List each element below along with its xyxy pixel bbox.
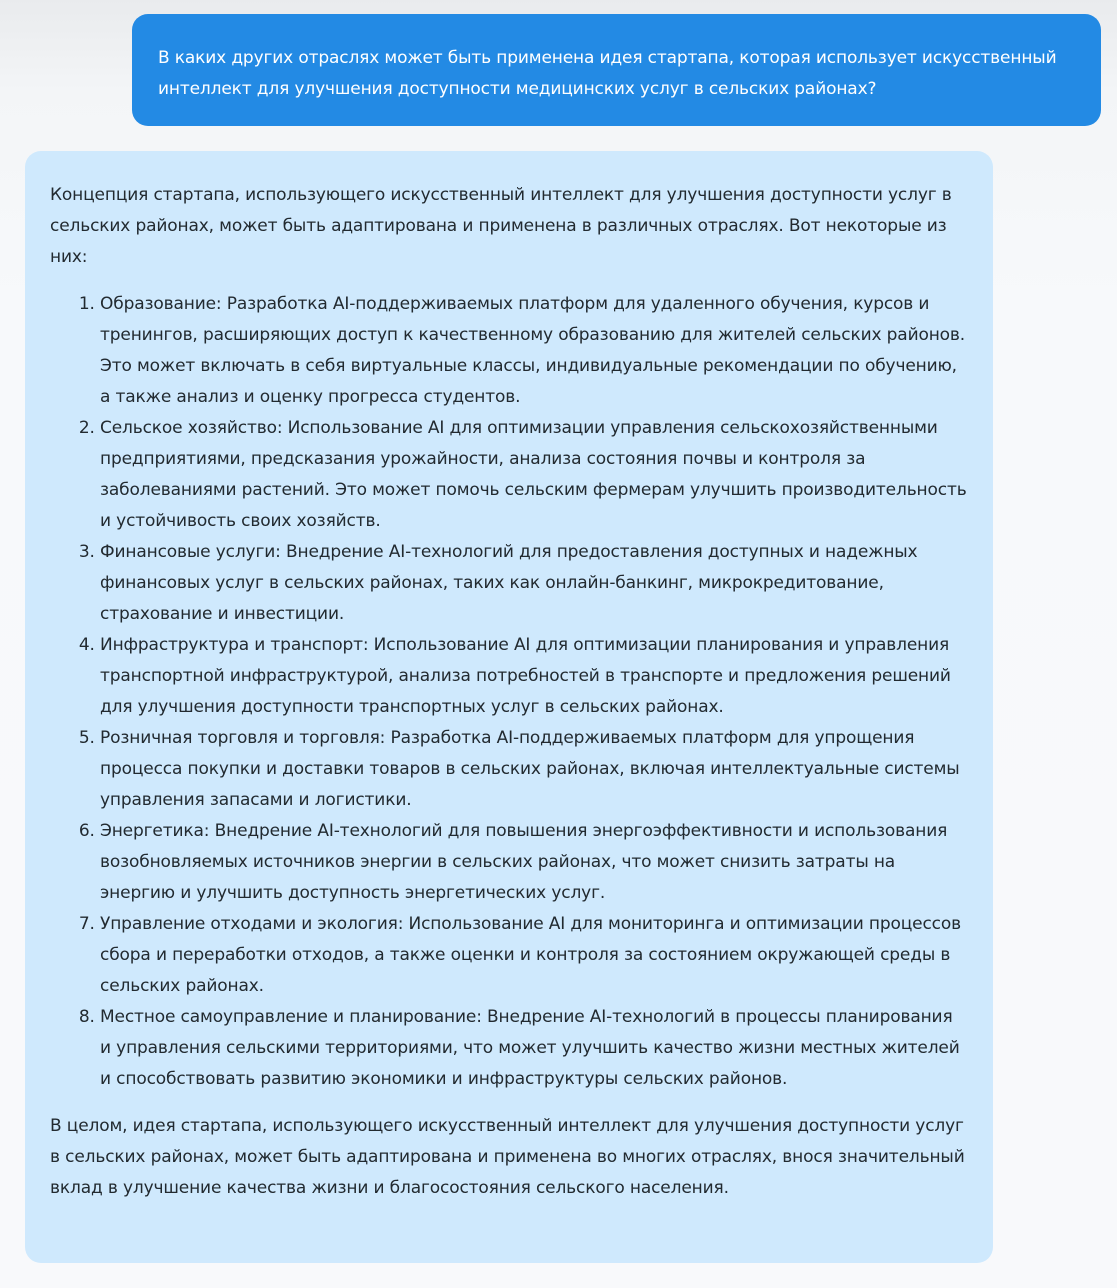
list-item: 3. Финансовые услуги: Внедрение AI-технологий для предоставления доступных и надежных финансовых услуг в сельских районах, таких как онлайн-банкинг, микрокредитование, страхование и инвестиции. [100, 537, 968, 630]
list-item: 8. Местное самоуправление и планирование: Внедрение AI-технологий в процессы планирования и управления сельскими территориями, что может улучшить качество жизни местных жителей и способствовать развитию экономики и инфраструктуры сельских районов. [100, 1002, 968, 1095]
list-item: 5. Розничная торговля и торговля: Разработка AI-поддерживаемых платформ для упрощения процесса покупки и доставки товаров в сельских районах, включая интеллектуальные системы управления запасами и логистики. [100, 723, 968, 816]
list-item: 4. Инфраструктура и транспорт: Использование AI для оптимизации планирования и управления транспортной инфраструктурой, анализа потребностей в транспорте и предложения решений для улучшения доступности транспортных услуг в сельских районах. [100, 630, 968, 723]
assistant-conclusion: В целом, идея стартапа, использующего искусственный интеллект для улучшения доступности услуг в сельских районах, может быть адаптирована и применена во многих отраслях, внося значительный вклад в улучшение качества жизни и благосостояния сельского населения. [50, 1116, 965, 1198]
user-message-bubble [132, 14, 1101, 126]
assistant-message-bubble [25, 151, 993, 1263]
list-item: 7. Управление отходами и экология: Использование AI для мониторинга и оптимизации процессов сбора и переработки отходов, а также оценки и контроля за состоянием окружающей среды в сельских районах. [100, 909, 968, 1002]
industries-list [50, 289, 968, 1095]
list-item: 2. Сельское хозяйство: Использование AI для оптимизации управления сельскохозяйственными предприятиями, предсказания урожайности, анализа состояния почвы и контроля за заболеваниями растений. Это может помочь сельским фермерам улучшить производительность и устойчивость своих хозяйств. [100, 413, 968, 537]
list-item: 1. Образование: Разработка AI-поддерживаемых платформ для удаленного обучения, курсов и тренингов, расширяющих доступ к качественному образованию для жителей сельских районов. Это может включать в себя виртуальные классы, индивидуальные рекомендации по обучению, а также анализ и оценку прогресса студентов. [100, 289, 968, 413]
user-message-text: В каких других отраслях может быть применена идея стартапа, которая использует искусственный интеллект для улучшения доступности медицинских услуг в сельских районах? [158, 48, 1057, 99]
assistant-intro: Концепция стартапа, использующего искусственный интеллект для улучшения доступности услуг в сельских районах, может быть адаптирована и применена в различных отраслях. Вот некоторые из них: [50, 185, 952, 267]
list-item: 6. Энергетика: Внедрение AI-технологий для повышения энергоэффективности и использования возобновляемых источников энергии в сельских районах, что может снизить затраты на энергию и улучшить доступность энергетических услуг. [100, 816, 968, 909]
